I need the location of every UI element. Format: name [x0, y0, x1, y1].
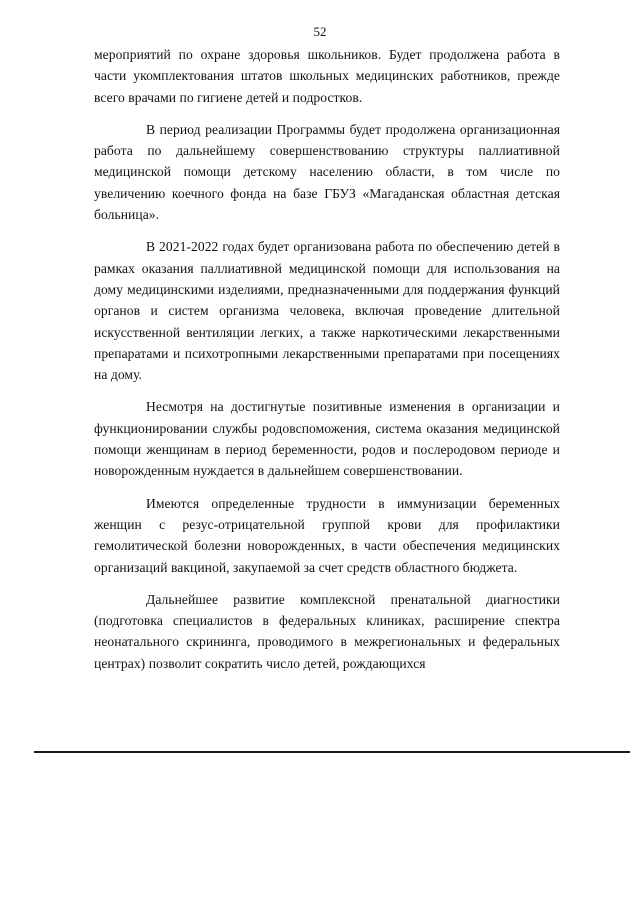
paragraph-maternity-service: Несмотря на достигнутые позитивные изменения в организации и функционировании службы родовспоможения, система оказания медицинской помощи женщинам в период беременности, родов и послеродовом периоде и новорожденным нуждается в дальнейшем совершенствовании. [94, 399, 560, 479]
footer-divider [34, 751, 630, 753]
paragraph-palliative-structure: В период реализации Программы будет продолжена организационная работа по дальнейшему совершенствованию структуры паллиативной медицинской помощи детскому населению области, в том числе по увеличению коечного фонда на базе ГБУЗ «Магаданская областная детская больница». [94, 121, 560, 223]
paragraph-prenatal-diagnostics: Дальнейшее развитие комплексной пренатальной диагностики (подготовка специалистов в федеральных клиниках, расширение спектра неонатального скрининга, проводимого в межрегиональных и федеральных центрах) позволит сократить число детей, рождающихся [94, 591, 560, 671]
document-body [94, 44, 560, 685]
paragraph-immunization: Имеются определенные трудности в иммунизации беременных женщин с резус-отрицательной группой крови для профилактики гемолитической болезни новорожденных, в части обеспечения медицинских организаций вакциной, закупаемой за счет средств областного бюджета. [94, 495, 560, 575]
paragraph-school-health: мероприятий по охране здоровья школьников. Будет продолжена работа в части укомплектования штатов школьных медицинских работников, прежде всего врачами по гигиене детей и подростков. [94, 47, 560, 105]
paragraph-home-palliative-care: В 2021-2022 годах будет организована работа по обеспечению детей в рамках оказания паллиативной медицинской помощи для использования на дому медицинскими изделиями, предназначенными для поддержания функций органов и систем организма человека, включая проведение длительной искусственной вентиляции легких, а также наркотическими лекарственными препаратами и психотропными лекарственными препаратами при посещениях на дому. [94, 239, 560, 383]
page-number: 52 [313, 24, 327, 39]
